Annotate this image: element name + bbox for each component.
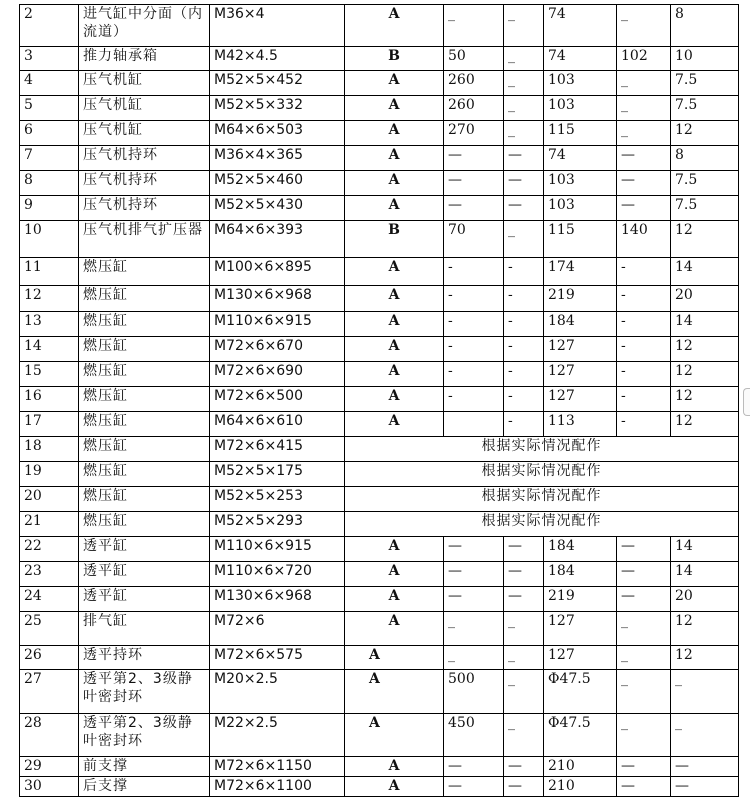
- row-number-cell: 20: [20, 487, 79, 512]
- value-cell-c3: Φ47.5: [544, 670, 617, 714]
- value-cell-c3: 113: [544, 412, 617, 437]
- value-cell-c3: 103: [544, 96, 617, 121]
- part-name-cell: 压气机排气扩压器: [79, 221, 210, 258]
- value-cell-c1: —: [444, 562, 504, 587]
- bolt-spec-cell: M72×6: [210, 612, 345, 646]
- note-cell: 根据实际情况配作: [345, 512, 739, 537]
- row-number-cell: 7: [20, 146, 79, 171]
- value-cell-c4: _: [617, 612, 671, 646]
- part-name-cell: 燃压缸: [79, 286, 210, 312]
- note-cell: 根据实际情况配作: [345, 462, 739, 487]
- bolt-spec-cell: M52×5×460: [210, 171, 345, 196]
- bolt-spec-cell: M110×6×915: [210, 312, 345, 337]
- value-cell-c5: 7.5: [671, 96, 739, 121]
- value-cell-c3: 115: [544, 121, 617, 146]
- table-row: [20, 121, 739, 146]
- bolt-spec-cell: M64×6×503: [210, 121, 345, 146]
- row-number-cell: 13: [20, 312, 79, 337]
- value-cell-c3: 127: [544, 612, 617, 646]
- row-number-cell: 28: [20, 714, 79, 757]
- value-cell-c4: -: [617, 286, 671, 312]
- part-name-cell: 燃压缸: [79, 487, 210, 512]
- grade-cell: A: [345, 312, 444, 337]
- value-cell-c4: -: [617, 362, 671, 387]
- row-number-cell: 15: [20, 362, 79, 387]
- value-cell-c3: 210: [544, 757, 617, 777]
- value-cell-c5: 12: [671, 387, 739, 412]
- value-cell-c5: 10: [671, 47, 739, 71]
- value-cell-c1: _: [444, 646, 504, 670]
- grade-cell: A: [345, 757, 444, 777]
- value-cell-c1: -: [444, 286, 504, 312]
- row-number-cell: 30: [20, 777, 79, 797]
- value-cell-c4: -: [617, 312, 671, 337]
- value-cell-c2: _: [504, 5, 544, 47]
- grade-cell: A: [345, 777, 444, 797]
- note-cell: 根据实际情况配作: [345, 437, 739, 462]
- value-cell-c5: 7.5: [671, 71, 739, 96]
- value-cell-c2: _: [504, 714, 544, 757]
- table-row: [20, 196, 739, 221]
- grade-cell: A: [345, 387, 444, 412]
- value-cell-c4: _: [617, 71, 671, 96]
- value-cell-c4: —: [617, 562, 671, 587]
- bolt-spec-cell: M64×6×393: [210, 221, 345, 258]
- bolt-spec-cell: M72×6×1150: [210, 757, 345, 777]
- value-cell-c4: -: [617, 387, 671, 412]
- table-row: [20, 47, 739, 71]
- bolt-spec-cell: M36×4: [210, 5, 345, 47]
- part-name-cell: 燃压缸: [79, 512, 210, 537]
- bolt-spec-cell: M20×2.5: [210, 670, 345, 714]
- value-cell-c2: _: [504, 670, 544, 714]
- value-cell-c5: 14: [671, 562, 739, 587]
- value-cell-c2: —: [504, 757, 544, 777]
- value-cell-c1: 450: [444, 714, 504, 757]
- part-name-cell: 透平缸: [79, 562, 210, 587]
- row-number-cell: 18: [20, 437, 79, 462]
- row-number-cell: 22: [20, 537, 79, 562]
- part-name-cell: 进气缸中分面（内流道）: [79, 5, 210, 47]
- table-row: [20, 71, 739, 96]
- value-cell-c5: 7.5: [671, 171, 739, 196]
- value-cell-c2: -: [504, 362, 544, 387]
- row-number-cell: 10: [20, 221, 79, 258]
- value-cell-c2: _: [504, 71, 544, 96]
- note-cell: 根据实际情况配作: [345, 487, 739, 512]
- value-cell-c3: 74: [544, 47, 617, 71]
- value-cell-c4: 140: [617, 221, 671, 258]
- table-row: [20, 512, 739, 537]
- value-cell-c2: _: [504, 646, 544, 670]
- table-row: [20, 146, 739, 171]
- value-cell-c2: _: [504, 121, 544, 146]
- grade-cell: A: [345, 412, 444, 437]
- row-number-cell: 6: [20, 121, 79, 146]
- value-cell-c4: —: [617, 196, 671, 221]
- grade-cell: A: [345, 96, 444, 121]
- grade-cell: A: [345, 171, 444, 196]
- value-cell-c1: 70: [444, 221, 504, 258]
- row-number-cell: 17: [20, 412, 79, 437]
- row-number-cell: 5: [20, 96, 79, 121]
- part-name-cell: 燃压缸: [79, 337, 210, 362]
- value-cell-c5: —: [671, 757, 739, 777]
- value-cell-c2: _: [504, 96, 544, 121]
- value-cell-c2: —: [504, 196, 544, 221]
- part-name-cell: 燃压缸: [79, 462, 210, 487]
- value-cell-c4: —: [617, 777, 671, 797]
- grade-cell: A: [345, 337, 444, 362]
- table-row: [20, 587, 739, 612]
- value-cell-c5: 20: [671, 286, 739, 312]
- table-row: [20, 5, 739, 47]
- value-cell-c3: 127: [544, 362, 617, 387]
- row-number-cell: 16: [20, 387, 79, 412]
- bolt-spec-cell: M52×5×293: [210, 512, 345, 537]
- bolt-spec-cell: M52×5×430: [210, 196, 345, 221]
- bolt-spec-cell: M52×5×332: [210, 96, 345, 121]
- table-row: [20, 714, 739, 757]
- grade-cell: B: [345, 221, 444, 258]
- part-name-cell: 透平第2、3级静叶密封环: [79, 714, 210, 757]
- part-name-cell: 前支撑: [79, 757, 210, 777]
- value-cell-c5: 7.5: [671, 196, 739, 221]
- value-cell-c4: —: [617, 587, 671, 612]
- bolt-spec-cell: M72×6×415: [210, 437, 345, 462]
- grade-cell: A: [345, 121, 444, 146]
- value-cell-c5: 12: [671, 121, 739, 146]
- row-number-cell: 25: [20, 612, 79, 646]
- grade-cell: B: [345, 47, 444, 71]
- bolt-spec-cell: M52×5×175: [210, 462, 345, 487]
- value-cell-c4: —: [617, 171, 671, 196]
- grade-cell: A: [345, 362, 444, 387]
- grade-cell: A: [345, 258, 444, 286]
- bolt-spec-cell: M72×6×575: [210, 646, 345, 670]
- value-cell-c1: _: [444, 612, 504, 646]
- value-cell-c4: —: [617, 757, 671, 777]
- value-cell-c4: _: [617, 5, 671, 47]
- part-name-cell: 燃压缸: [79, 312, 210, 337]
- value-cell-c5: _: [671, 670, 739, 714]
- bolt-spec-cell: M42×4.5: [210, 47, 345, 71]
- bolt-spec-table: [19, 4, 739, 797]
- row-number-cell: 11: [20, 258, 79, 286]
- value-cell-c5: _: [671, 714, 739, 757]
- table-row: [20, 562, 739, 587]
- value-cell-c4: -: [617, 412, 671, 437]
- row-number-cell: 24: [20, 587, 79, 612]
- value-cell-c1: 50: [444, 47, 504, 71]
- value-cell-c5: 14: [671, 258, 739, 286]
- value-cell-c4: _: [617, 714, 671, 757]
- part-name-cell: 压气机缸: [79, 71, 210, 96]
- side-scroll-tab[interactable]: [743, 388, 750, 416]
- value-cell-c1: 260: [444, 71, 504, 96]
- value-cell-c4: _: [617, 96, 671, 121]
- bolt-spec-cell: M52×5×253: [210, 487, 345, 512]
- table-row: [20, 487, 739, 512]
- value-cell-c5: 12: [671, 362, 739, 387]
- value-cell-c5: 12: [671, 337, 739, 362]
- value-cell-c2: —: [504, 562, 544, 587]
- value-cell-c2: —: [504, 587, 544, 612]
- row-number-cell: 26: [20, 646, 79, 670]
- value-cell-c5: 12: [671, 412, 739, 437]
- bolt-spec-cell: M110×6×720: [210, 562, 345, 587]
- value-cell-c3: 103: [544, 196, 617, 221]
- bolt-spec-cell: M22×2.5: [210, 714, 345, 757]
- part-name-cell: 透平缸: [79, 537, 210, 562]
- value-cell-c4: —: [617, 537, 671, 562]
- value-cell-c5: —: [671, 777, 739, 797]
- row-number-cell: 14: [20, 337, 79, 362]
- table-row: [20, 537, 739, 562]
- value-cell-c1: -: [444, 362, 504, 387]
- value-cell-c3: 127: [544, 337, 617, 362]
- row-number-cell: 4: [20, 71, 79, 96]
- grade-cell: A: [345, 537, 444, 562]
- part-name-cell: 透平第2、3级静叶密封环: [79, 670, 210, 714]
- table-row: [20, 312, 739, 337]
- bolt-spec-cell: M110×6×915: [210, 537, 345, 562]
- row-number-cell: 9: [20, 196, 79, 221]
- bolt-spec-cell: M36×4×365: [210, 146, 345, 171]
- bolt-spec-cell: M52×5×452: [210, 71, 345, 96]
- value-cell-c5: 12: [671, 646, 739, 670]
- part-name-cell: 后支撑: [79, 777, 210, 797]
- grade-cell: A: [345, 5, 444, 47]
- part-name-cell: 压气机缸: [79, 121, 210, 146]
- grade-cell: A: [345, 562, 444, 587]
- value-cell-c5: 14: [671, 312, 739, 337]
- value-cell-c3: 184: [544, 562, 617, 587]
- row-number-cell: 3: [20, 47, 79, 71]
- part-name-cell: 压气机缸: [79, 96, 210, 121]
- value-cell-c3: 103: [544, 171, 617, 196]
- bolt-spec-cell: M130×6×968: [210, 286, 345, 312]
- table-row: [20, 96, 739, 121]
- value-cell-c3: 174: [544, 258, 617, 286]
- value-cell-c3: 127: [544, 646, 617, 670]
- table-row: [20, 387, 739, 412]
- part-name-cell: 透平持环: [79, 646, 210, 670]
- grade-cell: A: [345, 196, 444, 221]
- bolt-spec-cell: M72×6×690: [210, 362, 345, 387]
- bolt-spec-cell: M64×6×610: [210, 412, 345, 437]
- grade-cell: A: [345, 646, 444, 670]
- table-row: [20, 646, 739, 670]
- value-cell-c3: Φ47.5: [544, 714, 617, 757]
- part-name-cell: 燃压缸: [79, 437, 210, 462]
- value-cell-c4: -: [617, 258, 671, 286]
- grade-cell: A: [345, 714, 444, 757]
- part-name-cell: 燃压缸: [79, 258, 210, 286]
- table-row: [20, 171, 739, 196]
- value-cell-c4: _: [617, 121, 671, 146]
- value-cell-c4: —: [617, 146, 671, 171]
- value-cell-c3: 184: [544, 537, 617, 562]
- value-cell-c2: -: [504, 286, 544, 312]
- value-cell-c3: 210: [544, 777, 617, 797]
- bolt-spec-cell: M72×6×1100: [210, 777, 345, 797]
- value-cell-c5: 8: [671, 146, 739, 171]
- value-cell-c1: -: [444, 258, 504, 286]
- table-row: [20, 462, 739, 487]
- table-row: [20, 286, 739, 312]
- value-cell-c2: _: [504, 221, 544, 258]
- value-cell-c5: 12: [671, 612, 739, 646]
- value-cell-c1: -: [444, 312, 504, 337]
- value-cell-c3: 219: [544, 286, 617, 312]
- value-cell-c2: -: [504, 412, 544, 437]
- row-number-cell: 29: [20, 757, 79, 777]
- value-cell-c5: 8: [671, 5, 739, 47]
- grade-cell: A: [345, 587, 444, 612]
- row-number-cell: 21: [20, 512, 79, 537]
- row-number-cell: 12: [20, 286, 79, 312]
- part-name-cell: 压气机持环: [79, 146, 210, 171]
- value-cell-c5: 20: [671, 587, 739, 612]
- value-cell-c1: —: [444, 146, 504, 171]
- row-number-cell: 27: [20, 670, 79, 714]
- value-cell-c2: —: [504, 537, 544, 562]
- value-cell-c3: 115: [544, 221, 617, 258]
- table-row: [20, 362, 739, 387]
- part-name-cell: 透平缸: [79, 587, 210, 612]
- table-row: [20, 757, 739, 777]
- grade-cell: A: [345, 71, 444, 96]
- value-cell-c2: _: [504, 612, 544, 646]
- value-cell-c4: _: [617, 646, 671, 670]
- value-cell-c1: -: [444, 387, 504, 412]
- value-cell-c3: 184: [544, 312, 617, 337]
- table-row: [20, 612, 739, 646]
- value-cell-c1: [444, 412, 504, 437]
- value-cell-c1: —: [444, 537, 504, 562]
- part-name-cell: 排气缸: [79, 612, 210, 646]
- value-cell-c3: 74: [544, 146, 617, 171]
- value-cell-c2: -: [504, 337, 544, 362]
- value-cell-c2: —: [504, 171, 544, 196]
- row-number-cell: 19: [20, 462, 79, 487]
- bolt-spec-cell: M100×6×895: [210, 258, 345, 286]
- table-row: [20, 221, 739, 258]
- grade-cell: A: [345, 612, 444, 646]
- bolt-spec-cell: M130×6×968: [210, 587, 345, 612]
- part-name-cell: 压气机持环: [79, 196, 210, 221]
- value-cell-c3: 74: [544, 5, 617, 47]
- part-name-cell: 燃压缸: [79, 387, 210, 412]
- value-cell-c1: —: [444, 777, 504, 797]
- part-name-cell: 燃压缸: [79, 362, 210, 387]
- row-number-cell: 23: [20, 562, 79, 587]
- value-cell-c2: -: [504, 258, 544, 286]
- value-cell-c1: —: [444, 757, 504, 777]
- grade-cell: A: [345, 146, 444, 171]
- value-cell-c2: -: [504, 312, 544, 337]
- value-cell-c5: 14: [671, 537, 739, 562]
- table-row: [20, 437, 739, 462]
- value-cell-c2: —: [504, 777, 544, 797]
- row-number-cell: 8: [20, 171, 79, 196]
- part-name-cell: 压气机持环: [79, 171, 210, 196]
- row-number-cell: 2: [20, 5, 79, 47]
- table-row: [20, 670, 739, 714]
- table-row: [20, 777, 739, 797]
- value-cell-c1: 260: [444, 96, 504, 121]
- bolt-spec-cell: M72×6×670: [210, 337, 345, 362]
- value-cell-c1: _: [444, 5, 504, 47]
- value-cell-c2: _: [504, 47, 544, 71]
- value-cell-c5: 12: [671, 221, 739, 258]
- value-cell-c4: 102: [617, 47, 671, 71]
- table-row: [20, 412, 739, 437]
- table-row: [20, 258, 739, 286]
- part-name-cell: 燃压缸: [79, 412, 210, 437]
- value-cell-c1: —: [444, 171, 504, 196]
- value-cell-c1: —: [444, 587, 504, 612]
- value-cell-c2: -: [504, 387, 544, 412]
- value-cell-c1: 270: [444, 121, 504, 146]
- value-cell-c1: -: [444, 337, 504, 362]
- value-cell-c1: 500: [444, 670, 504, 714]
- value-cell-c1: —: [444, 196, 504, 221]
- value-cell-c3: 127: [544, 387, 617, 412]
- part-name-cell: 推力轴承箱: [79, 47, 210, 71]
- value-cell-c4: -: [617, 337, 671, 362]
- grade-cell: A: [345, 286, 444, 312]
- value-cell-c3: 219: [544, 587, 617, 612]
- bolt-spec-cell: M72×6×500: [210, 387, 345, 412]
- value-cell-c3: 103: [544, 71, 617, 96]
- grade-cell: A: [345, 670, 444, 714]
- value-cell-c4: _: [617, 670, 671, 714]
- value-cell-c2: —: [504, 146, 544, 171]
- table-row: [20, 337, 739, 362]
